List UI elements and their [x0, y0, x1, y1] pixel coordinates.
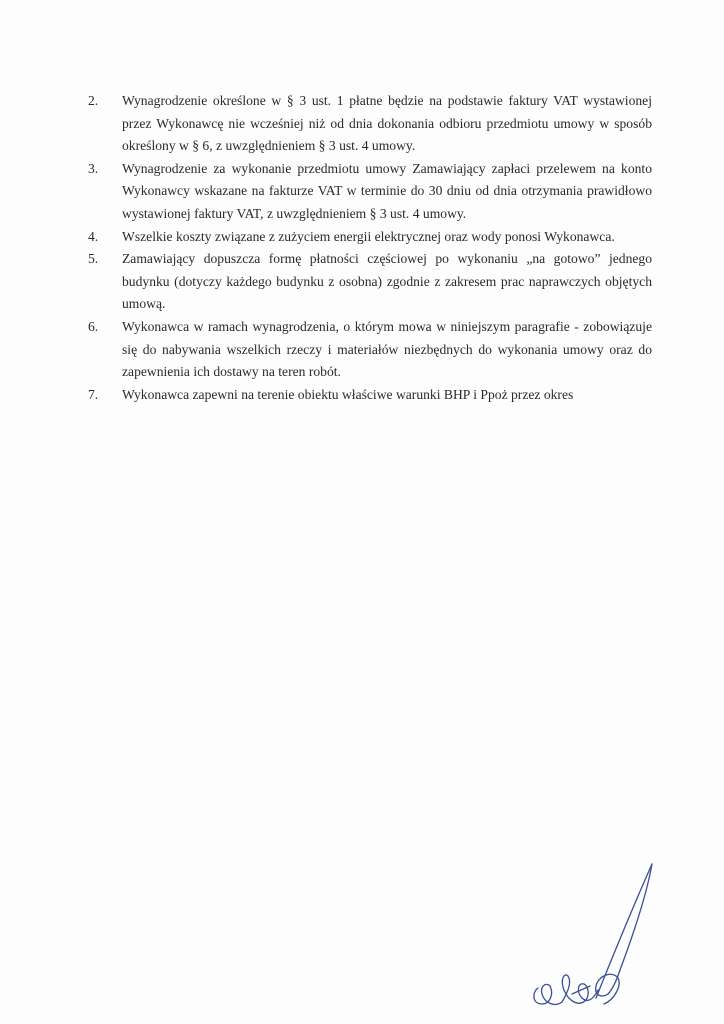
clause-number: 6. [88, 318, 99, 334]
clause-text: Zamawiający dopuszcza formę płatności częściowej po wykonaniu „na gotowo” jednego budynku (dotyczy każdego budynku z osobna) zgodnie z zakresem prac naprawczych objętych umową. [122, 251, 652, 312]
clause-item [82, 90, 652, 158]
clause-text: Wykonawca zapewni na terenie obiektu właściwe warunki BHP i Ppoż przez okres [122, 386, 574, 402]
clause-item [82, 226, 652, 249]
clause-item [82, 384, 652, 407]
signature-stroke [562, 975, 598, 1003]
clause-text: Wynagrodzenie określone w § 3 ust. 1 płatne będzie na podstawie faktury VAT wystawionej przez Wykonawcę nie wcześniej niż od dnia dokonania odbioru przedmiotu umowy w sposób określony w § 6, z uwzględnieniem § 3 ust. 4 umowy. [122, 93, 652, 154]
clause-number: 4. [88, 228, 99, 244]
clause-number: 2. [88, 93, 99, 108]
clause-item [82, 248, 652, 316]
clause-item [82, 158, 652, 226]
clause-number: 7. [88, 386, 99, 402]
clause-text: Wszelkie koszty związane z zużyciem energii elektrycznej oraz wody ponosi Wykonawca. [122, 228, 615, 244]
signature-stroke [534, 984, 562, 1004]
clause-item [82, 316, 652, 384]
clause-number: 5. [88, 251, 99, 267]
clause-number: 3. [88, 160, 99, 176]
clause-list [82, 90, 652, 406]
handwritten-signature [528, 858, 668, 1018]
clause-text: Wynagrodzenie za wykonanie przedmiotu umowy Zamawiający zapłaci przelewem na konto Wykonawcy wskazane na fakturze VAT w terminie do 30 dniu od dnia otrzymania prawidłowo wystawionej faktury VAT, z uwzględnieniem § 3 ust. 4 umowy. [122, 160, 652, 221]
signature-stroke [596, 864, 652, 998]
clause-text: Wykonawca w ramach wynagrodzenia, o którym mowa w niniejszym paragrafie - zobowiązuje się do nabywania wszelkich rzeczy i materiałów niezbędnych do wykonania umowy oraz do zapewnienia ich dostawy na teren robót. [122, 318, 652, 380]
